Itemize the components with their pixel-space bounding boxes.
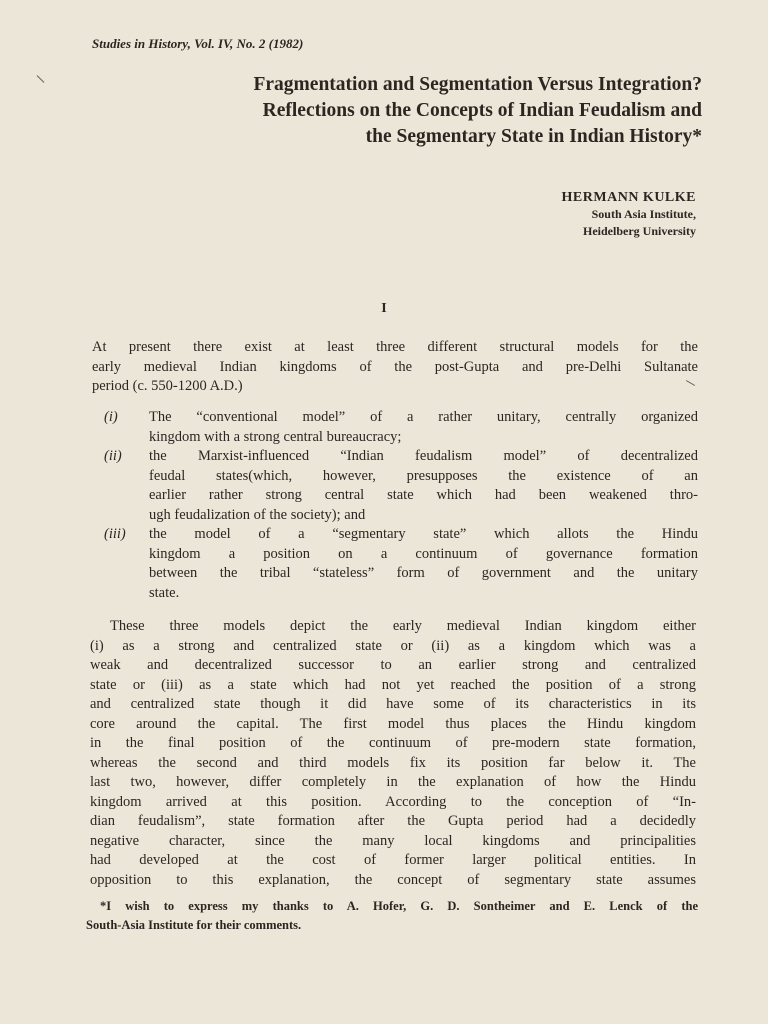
text-line: (i) as a strong and centralized state or (ii) as a kingdom which was a: [90, 637, 696, 654]
list-item-number: (iii): [104, 526, 126, 542]
scan-speck: [37, 75, 45, 83]
paragraph-body: [90, 617, 696, 890]
journal-citation: Studies in History, Vol. IV, No. 2 (1982): [92, 36, 304, 51]
title-line: Fragmentation and Segmentation Versus Integration?: [253, 74, 702, 95]
footnote: [86, 897, 698, 935]
text-line: These three models depict the early medieval Indian kingdom either: [110, 618, 696, 634]
affiliation-line: South Asia Institute,: [591, 207, 696, 221]
text-line: state.: [149, 584, 180, 601]
article-title: [100, 72, 702, 150]
text-line: whereas the second and third models fix its position far below it. The: [90, 754, 696, 771]
text-line: opposition to this explanation, the concept of segmentary state assumes: [90, 871, 696, 888]
text-line: last two, however, differ completely in the explanation of how the Hindu: [90, 774, 696, 790]
title-line: Reflections on the Concepts of Indian Feudalism and: [262, 100, 702, 121]
text-line: period (c. 550-1200 A.D.): [92, 378, 243, 394]
text-line: ugh feudalization of the society); and: [149, 506, 366, 523]
text-line: kingdom arrived at this position. According to the conception of “In-: [90, 793, 696, 810]
text-line: early medieval Indian kingdoms of the post-Gupta and pre-Delhi Sultanate: [92, 358, 698, 375]
text-line: kingdom a position on a continuum of governance formation: [149, 545, 698, 562]
title-line: the Segmentary State in Indian History*: [365, 126, 702, 147]
text-line: between the tribal “stateless” form of government and the unitary: [149, 565, 698, 581]
text-line: the Marxist-influenced “Indian feudalism model” of decentralized: [149, 448, 698, 464]
text-line: negative character, since the many local kingdoms and principalities: [90, 832, 696, 849]
list-item-number: (ii): [104, 448, 122, 464]
footnote-line: South-Asia Institute for their comments.: [86, 918, 302, 932]
text-line: kingdom with a strong central bureaucracy;: [149, 428, 402, 445]
footnote-line: *I wish to express my thanks to A. Hofer, G. D. Sontheimer and E. Lenck of the: [100, 899, 698, 913]
list-item: [104, 408, 698, 447]
paragraph-intro: [92, 338, 698, 397]
text-line: earlier rather strong central state which had been weakened thro-: [149, 487, 698, 503]
text-line: the model of a “segmentary state” which allots the Hindu: [149, 526, 698, 542]
affiliation-line: Heidelberg University: [583, 224, 696, 238]
list-item: [104, 447, 698, 525]
author-name: HERMANN KULKE: [561, 190, 696, 205]
text-line: weak and decentralized successor to an earlier strong and centralized: [90, 657, 696, 673]
text-line: and centralized state though it did have some of its characteristics in its: [90, 696, 696, 712]
text-line: The “conventional model” of a rather unitary, centrally organized: [149, 409, 698, 425]
models-list: [104, 408, 698, 603]
text-line: state or (iii) as a state which had not yet reached the position of a strong: [90, 676, 696, 693]
text-line: At present there exist at least three different structural models for the: [92, 339, 698, 355]
author-block: [562, 190, 696, 240]
text-line: core around the capital. The first model thus places the Hindu kingdom: [90, 715, 696, 732]
list-item: [104, 525, 698, 603]
text-line: dian feudalism”, state formation after the Gupta period had a decidedly: [90, 813, 696, 829]
text-line: in the final position of the continuum of pre-modern state formation,: [90, 735, 696, 751]
text-line: feudal states(which, however, presupposes the existence of an: [149, 467, 698, 484]
section-number: I: [381, 301, 387, 316]
list-item-number: (i): [104, 409, 118, 425]
text-line: had developed at the cost of former larger political entities. In: [90, 852, 696, 868]
